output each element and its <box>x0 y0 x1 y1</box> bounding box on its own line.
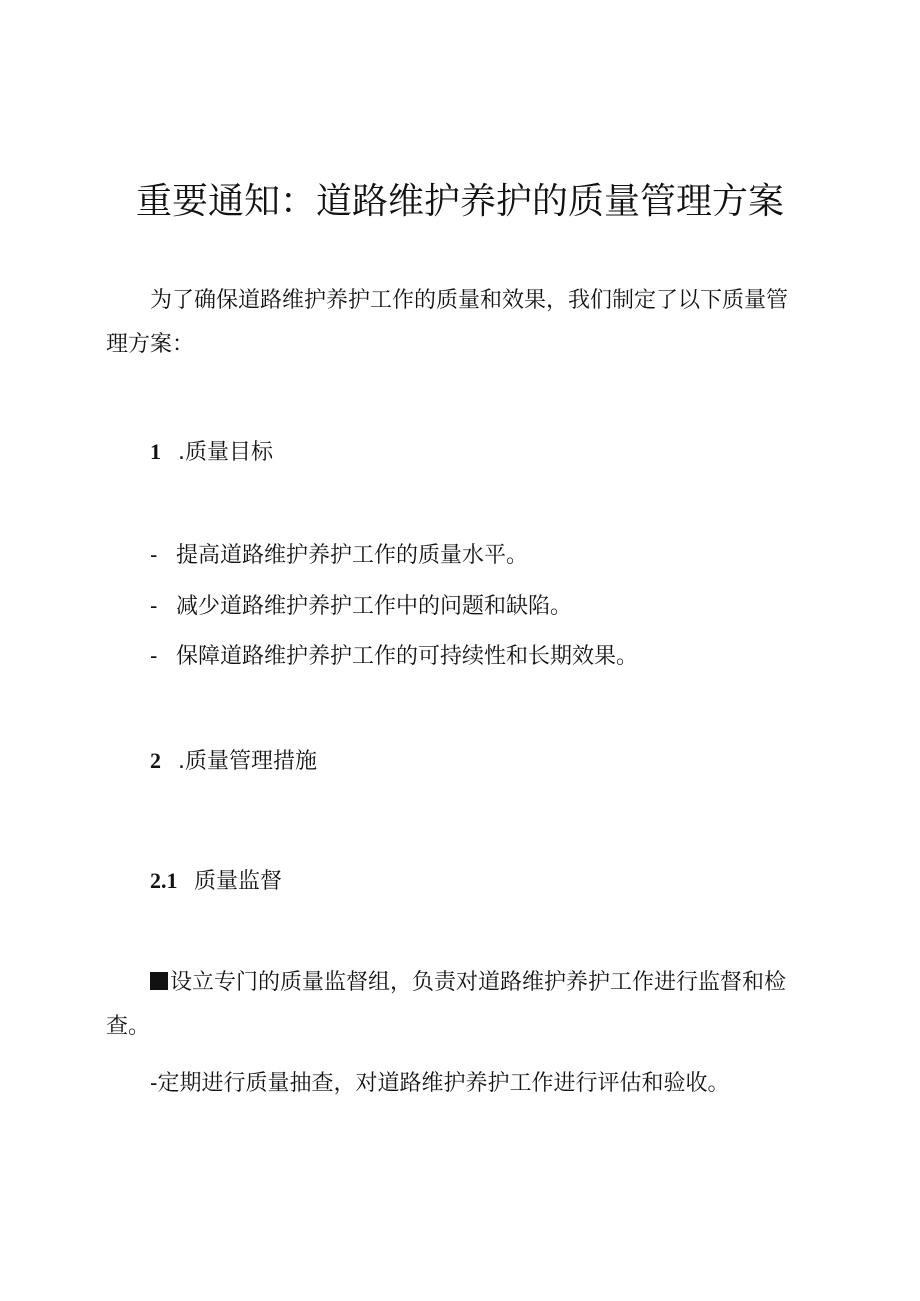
section-2-1-title: 质量监督 <box>194 869 283 894</box>
list-item <box>150 541 528 571</box>
section-1-number: 1 <box>150 439 161 464</box>
list-item <box>150 592 572 622</box>
list-item-text: 提高道路维护养护工作的质量水平。 <box>176 543 529 568</box>
dash-marker: - <box>150 644 158 669</box>
section-2-title: .质量管理措施 <box>178 749 317 774</box>
dash-marker: - <box>150 1071 158 1096</box>
section-1-title: .质量目标 <box>178 440 273 465</box>
section-2-heading <box>150 746 317 777</box>
document-title: 重要通知：道路维护养护的质量管理方案 <box>135 181 784 222</box>
section-2-1-heading <box>150 866 282 897</box>
section-2-1-number: 2.1 <box>150 868 178 893</box>
list-item-text: 减少道路维护养护工作中的问题和缺陷。 <box>176 594 573 619</box>
section-2-number: 2 <box>150 748 161 773</box>
dash-marker: - <box>150 594 158 619</box>
list-item-text: 设立专门的质量监督组，负责对道路维护养护工作进行监督和检查。 <box>106 970 787 1039</box>
intro-paragraph: 为了确保道路维护养护工作的质量和效果，我们制定了以下质量管理方案： <box>106 288 789 357</box>
list-item-text: 定期进行质量抽查，对道路维护养护工作进行评估和验收。 <box>157 1071 730 1096</box>
list-item <box>150 642 638 672</box>
supervision-item-2 <box>150 1069 729 1099</box>
list-item-text: 保障道路维护养护工作的可持续性和长期效果。 <box>176 644 639 669</box>
section-1-heading <box>150 437 273 468</box>
square-bullet-icon <box>150 972 168 990</box>
dash-marker: - <box>150 543 158 568</box>
supervision-item-1 <box>106 961 806 1049</box>
